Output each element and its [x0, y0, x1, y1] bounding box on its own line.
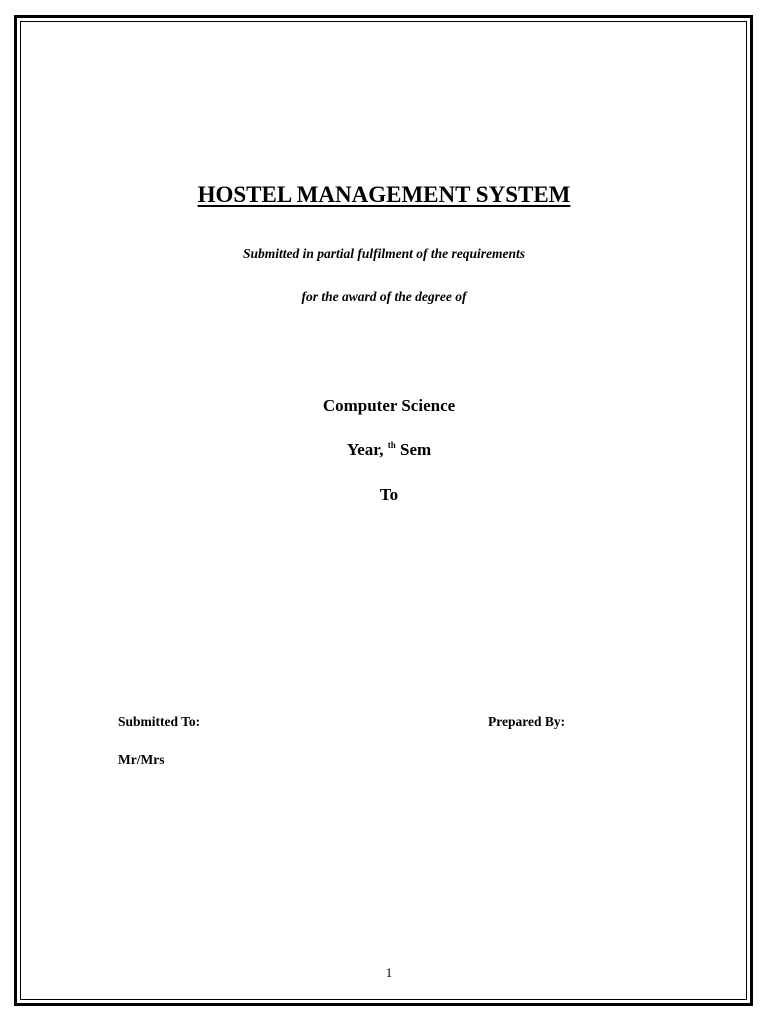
- subtitle-line-1: Submitted in partial fulfilment of the requirements: [242, 246, 526, 261]
- year-superscript: th: [387, 440, 396, 450]
- year-prefix: Year,: [346, 440, 388, 459]
- page-number: 1: [385, 965, 393, 980]
- page-border-inner: [20, 21, 747, 1000]
- year-semester-line: [0, 440, 768, 460]
- prepared-by-label: Prepared By:: [488, 714, 566, 729]
- document-title: HOSTEL MANAGEMENT SYSTEM: [197, 182, 571, 207]
- semester-suffix: Sem: [395, 440, 432, 459]
- department-name: Computer Science: [322, 396, 456, 415]
- recipient-name: Mr/Mrs: [118, 752, 165, 767]
- submitted-to-label: Submitted To:: [118, 714, 201, 729]
- subtitle-line-2: for the award of the degree of: [301, 289, 467, 304]
- to-label: To: [379, 485, 399, 504]
